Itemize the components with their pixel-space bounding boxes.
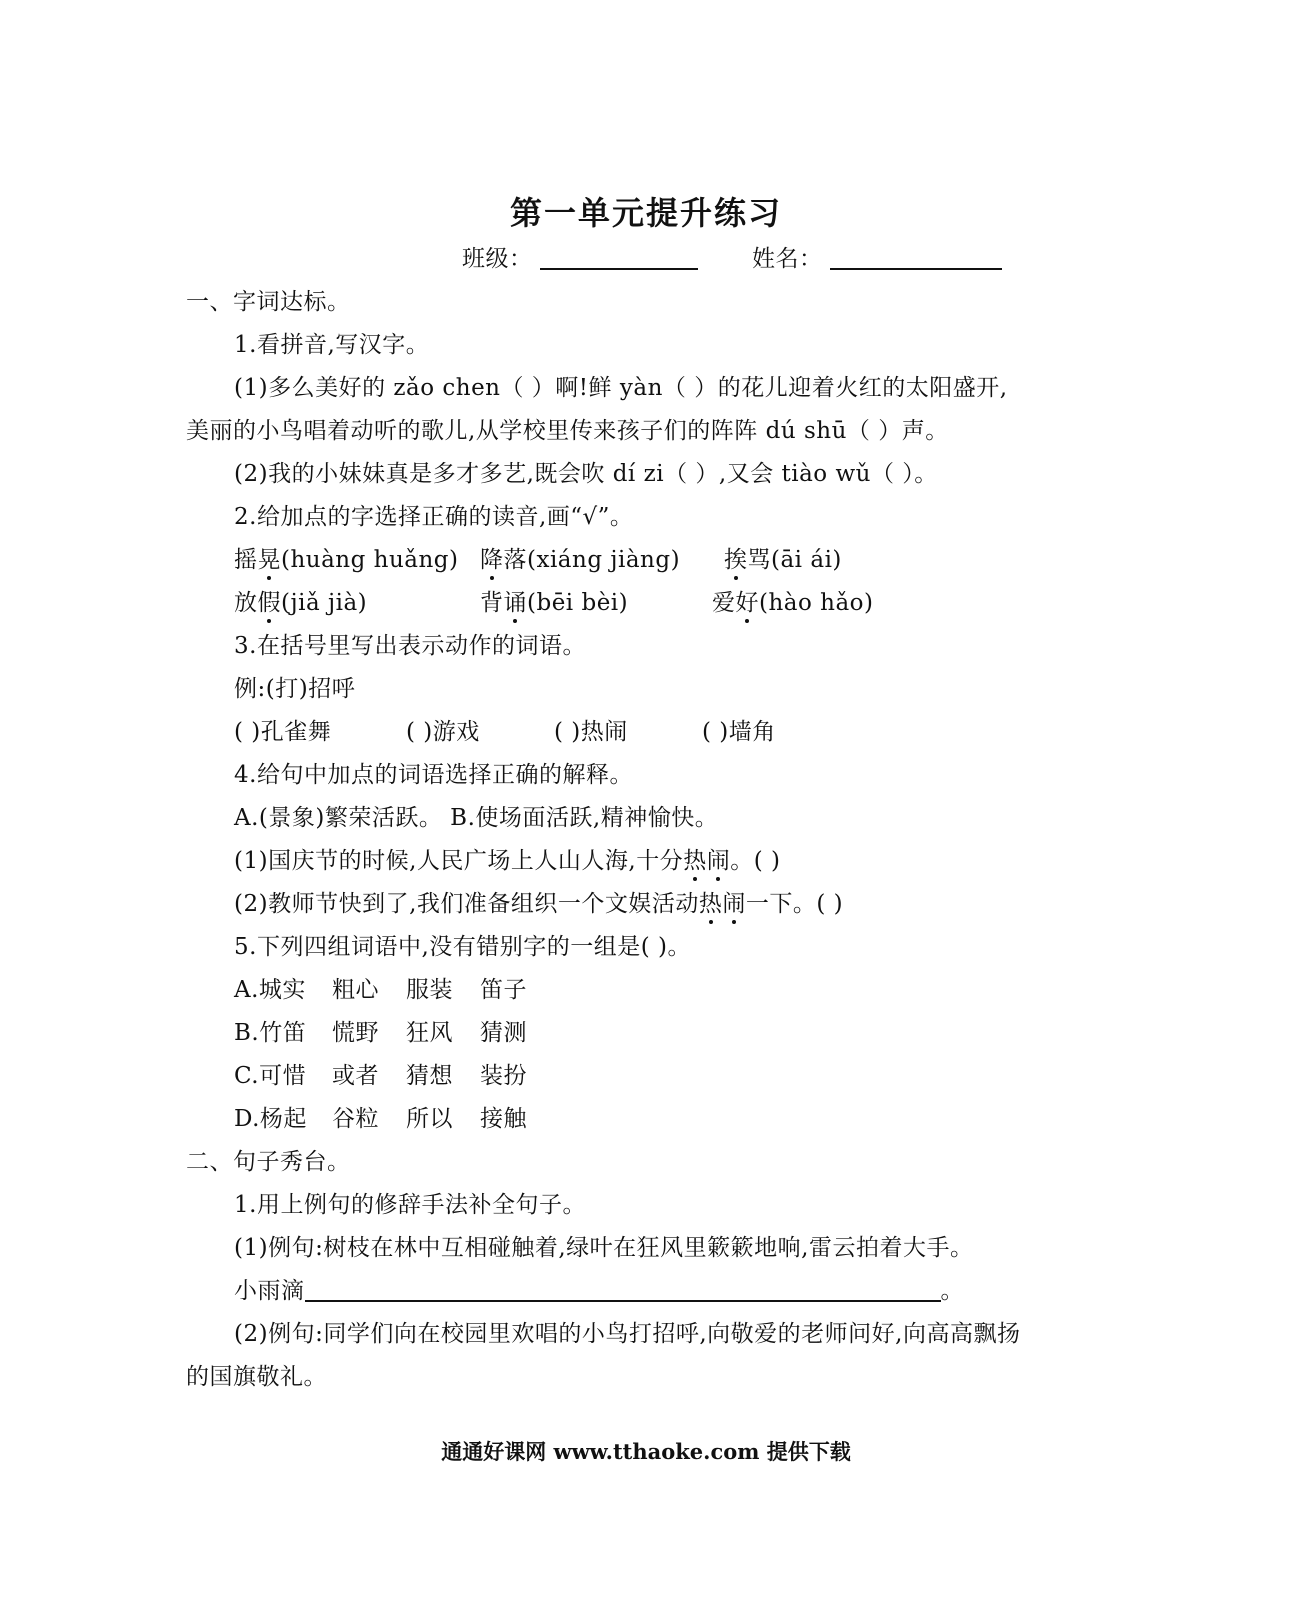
- q3-example: 例:(打)招呼: [234, 676, 356, 702]
- s2-q1-fill-line: 小雨滴 。: [234, 1278, 964, 1304]
- q1-part1-line2: 美丽的小鸟唱着动听的歌儿,从学校里传来孩子们的阵阵 dú shū（ ）声。: [186, 418, 949, 444]
- name-label: 姓名：: [751, 246, 823, 272]
- q5-title: 5.下列四组词语中,没有错别字的一组是( )。: [234, 934, 692, 960]
- q3-item: ( )游戏: [406, 719, 480, 745]
- s2-q1-title: 1.用上例句的修辞手法补全句子。: [234, 1192, 586, 1218]
- q3-title: 3.在括号里写出表示动作的词语。: [234, 633, 586, 659]
- class-field[interactable]: [540, 244, 698, 270]
- answer-field[interactable]: [305, 1276, 941, 1302]
- q1-title: 1.看拼音,写汉字。: [234, 332, 430, 358]
- worksheet-page: 第一单元提升练习 班级： 姓名： 一、字词达标。 1.看拼音,写汉字。 (1)多么美好的 zǎo chen（ ）啊!鲜 yàn（ ）的花儿迎着火红的太阳盛开, 美丽的小鸟唱着动听的歌儿,从学校里传来孩子们的阵阵 dú shū（ ）声。 (2)我的小妹妹真是多才多艺,既会吹 dí zi（ ）,又会 tiào wǔ（ ）。 2.给加点的字选择正确的读音,画“√”。 摇晃(huàng huǎng) 降落(xiáng jiàng) 挨骂(āi ái) 放假(jiǎ jià) 背诵(bēi bèi) 爱好(hào hǎo) 3.在括号里写出表示动作的词语。 例:(打)招呼 ( )孔雀舞 ( )游戏 ( )热闹 ( )墙角 4.给句中加点的词语选择正确的解释。 A.(景象)繁荣活跃。 B.使场面活跃,精神愉快。 (1)国庆节的时候,人民广场上人山人海,十分热闹。( ) (2)教师节快到了,我们准备组织一个文娱活动热闹一下。( ) 5.下列四组词语中,没有错别字的一组是( )。 A.城实 粗心 服装 笛子 B.竹笛 慌野 狂风 猜测 C.可惜 或者 猜想 装扮 D.杨起 谷粒 所以 接触 二、句子秀台。 1.用上例句的修辞手法补全句子。 (1)例句:树枝在林中互相碰触着,绿叶在狂风里簌簌地响,雷云拍着大手。 小雨滴 。 (2)例句:同学们向在校园里欢唱的小鸟打招呼,向敬爱的老师问好,向高高飘扬 的国旗敬礼。 通通好课网 www.tthaoke.com 提供下载: [0, 0, 1292, 1599]
- q2-item: 爱好(hào hǎo): [712, 587, 874, 619]
- section-1-heading: 一、字词达标。: [186, 289, 351, 315]
- q2-item: 降落(xiáng jiàng): [480, 544, 680, 576]
- student-info: [462, 243, 1002, 275]
- s2-q1-example-2-line1: (2)例句:同学们向在校园里欢唱的小鸟打招呼,向敬爱的老师问好,向高高飘扬: [234, 1321, 1021, 1347]
- q4-sentence-1: (1)国庆节的时候,人民广场上人山人海,十分热闹。( ): [234, 845, 780, 877]
- s2-q1-example-2-line2: 的国旗敬礼。: [186, 1364, 327, 1390]
- q4-title: 4.给句中加点的词语选择正确的解释。: [234, 762, 633, 788]
- q4-options: A.(景象)繁荣活跃。 B.使场面活跃,精神愉快。: [234, 805, 719, 831]
- q4-sentence-2: (2)教师节快到了,我们准备组织一个文娱活动热闹一下。( ): [234, 888, 843, 920]
- q2-item: 背诵(bēi bèi): [480, 587, 628, 619]
- q1-part2: (2)我的小妹妹真是多才多艺,既会吹 dí zi（ ）,又会 tiào wǔ（ ）。: [234, 461, 938, 487]
- page-footer: 通通好课网 www.tthaoke.com 提供下载: [441, 1439, 851, 1464]
- q2-title: 2.给加点的字选择正确的读音,画“√”。: [234, 504, 634, 530]
- section-2-heading: 二、句子秀台。: [186, 1149, 351, 1175]
- page-title: 第一单元提升练习: [509, 194, 782, 232]
- q3-item: ( )孔雀舞: [234, 719, 332, 745]
- name-field[interactable]: [830, 244, 1002, 270]
- q2-item: 放假(jiǎ jià): [234, 587, 367, 619]
- fill-label: 小雨滴: [234, 1278, 305, 1304]
- class-label: 班级：: [462, 246, 533, 272]
- q3-item: ( )热闹: [554, 719, 628, 745]
- q2-item: 挨骂(āi ái): [724, 544, 842, 576]
- q2-item: 摇晃(huàng huǎng): [234, 544, 459, 576]
- s2-q1-example-1: (1)例句:树枝在林中互相碰触着,绿叶在狂风里簌簌地响,雷云拍着大手。: [234, 1235, 974, 1261]
- q3-item: ( )墙角: [702, 719, 776, 745]
- q1-part1-line1: (1)多么美好的 zǎo chen（ ）啊!鲜 yàn（ ）的花儿迎着火红的太阳盛开,: [234, 375, 1008, 401]
